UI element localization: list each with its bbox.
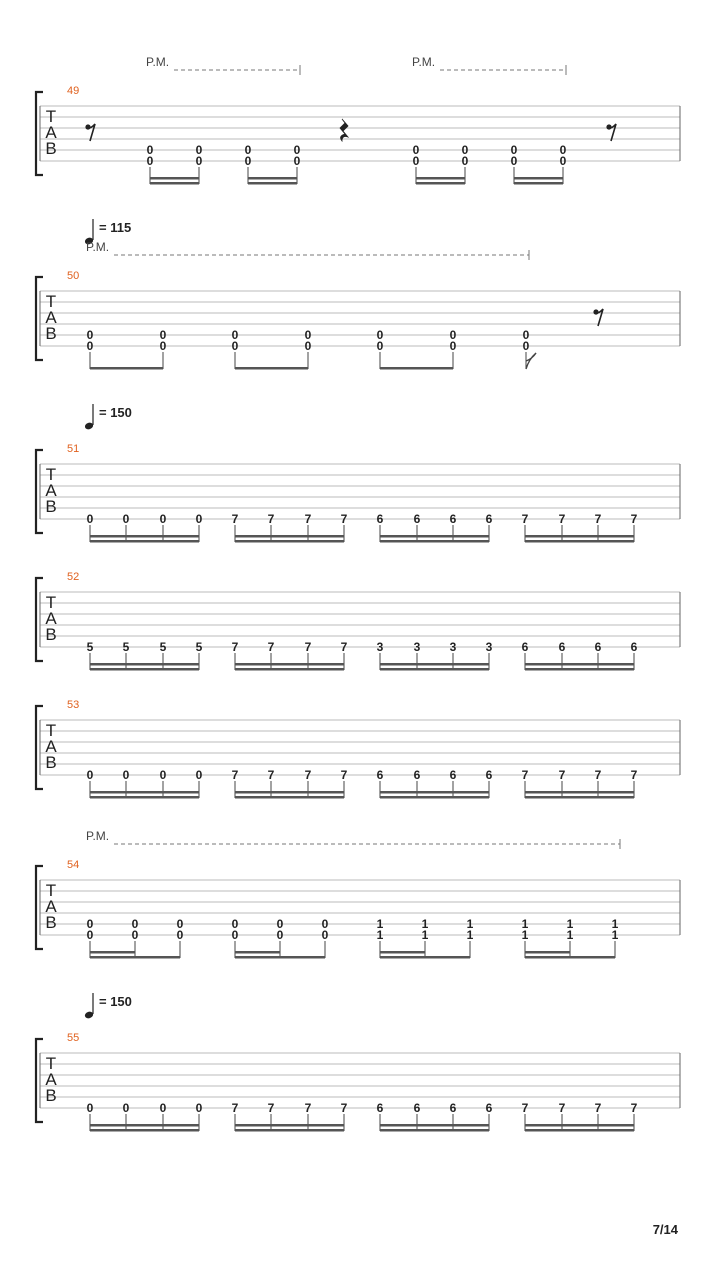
beam bbox=[525, 663, 634, 666]
tab-clef-letter: A bbox=[45, 481, 57, 500]
beam bbox=[380, 1124, 489, 1127]
fret-number: 7 bbox=[521, 1101, 529, 1115]
fret-number: 0 bbox=[131, 928, 139, 942]
fret-number: 7 bbox=[267, 640, 275, 654]
beam bbox=[380, 1129, 489, 1132]
beam bbox=[90, 540, 199, 543]
tab-clef-letter: T bbox=[45, 465, 57, 484]
beam bbox=[380, 951, 425, 954]
fret-number: 0 bbox=[244, 154, 252, 168]
fret-number: 0 bbox=[159, 339, 167, 353]
beam bbox=[525, 535, 634, 538]
beam bbox=[150, 182, 199, 185]
bar-number: 51 bbox=[67, 443, 80, 455]
tab-clef-letter: T bbox=[45, 593, 57, 612]
beam bbox=[235, 663, 344, 666]
fret-number: 0 bbox=[376, 328, 384, 342]
fret-number: 0 bbox=[195, 768, 203, 782]
fret-number: 1 bbox=[566, 928, 574, 942]
beam bbox=[90, 951, 135, 954]
tempo-marking: = 115 bbox=[99, 220, 132, 235]
tab-clef-letter: A bbox=[45, 1070, 57, 1089]
tab-clef-letter: A bbox=[45, 308, 57, 327]
fret-number: 1 bbox=[521, 928, 529, 942]
fret-number: 6 bbox=[413, 512, 421, 526]
fret-number: 5 bbox=[159, 640, 167, 654]
fret-number: 7 bbox=[340, 768, 348, 782]
beam bbox=[235, 791, 344, 794]
beam bbox=[90, 535, 199, 538]
fret-number: 0 bbox=[146, 154, 154, 168]
fret-number: 0 bbox=[86, 328, 94, 342]
fret-number: 0 bbox=[195, 512, 203, 526]
fret-number: 6 bbox=[449, 768, 457, 782]
bar-number: 55 bbox=[67, 1032, 80, 1044]
fret-number: 0 bbox=[522, 339, 530, 353]
fret-number: 0 bbox=[176, 917, 184, 931]
fret-number: 7 bbox=[267, 768, 275, 782]
fret-number: 0 bbox=[176, 928, 184, 942]
fret-number: 0 bbox=[321, 917, 329, 931]
fret-number: 0 bbox=[86, 928, 94, 942]
fret-number: 1 bbox=[611, 928, 619, 942]
fret-number: 0 bbox=[159, 512, 167, 526]
beam bbox=[248, 177, 297, 180]
fret-number: 0 bbox=[304, 339, 312, 353]
palm-mute-label: P.M. bbox=[412, 55, 436, 69]
tab-clef-letter: B bbox=[45, 139, 57, 158]
fret-number: 7 bbox=[630, 1101, 638, 1115]
fret-number: 0 bbox=[449, 328, 457, 342]
tab-clef-letter: T bbox=[45, 292, 57, 311]
fret-number: 7 bbox=[267, 512, 275, 526]
fret-number: 6 bbox=[376, 1101, 384, 1115]
fret-number: 6 bbox=[376, 512, 384, 526]
fret-number: 7 bbox=[304, 768, 312, 782]
fret-number: 7 bbox=[231, 1101, 239, 1115]
fret-number: 7 bbox=[304, 512, 312, 526]
beam bbox=[380, 791, 489, 794]
bar-number: 49 bbox=[67, 85, 80, 97]
palm-mute-label: P.M. bbox=[86, 240, 110, 254]
fret-number: 7 bbox=[304, 640, 312, 654]
fret-number: 1 bbox=[521, 917, 529, 931]
fret-number: 1 bbox=[376, 917, 384, 931]
beam bbox=[380, 956, 470, 959]
fret-number: 0 bbox=[244, 143, 252, 157]
fret-number: 7 bbox=[231, 768, 239, 782]
beam bbox=[416, 182, 465, 185]
fret-number: 3 bbox=[413, 640, 421, 654]
fret-number: 0 bbox=[449, 339, 457, 353]
fret-number: 0 bbox=[293, 143, 301, 157]
fret-number: 3 bbox=[485, 640, 493, 654]
fret-number: 0 bbox=[86, 917, 94, 931]
fret-number: 7 bbox=[594, 512, 602, 526]
fret-number: 0 bbox=[510, 143, 518, 157]
tempo-marking: = 150 bbox=[99, 994, 132, 1009]
fret-number: 7 bbox=[630, 768, 638, 782]
beam bbox=[150, 177, 199, 180]
fret-number: 7 bbox=[594, 768, 602, 782]
quarter-rest-icon bbox=[340, 119, 348, 141]
beam bbox=[235, 796, 344, 799]
fret-number: 1 bbox=[466, 917, 474, 931]
tab-clef-letter: T bbox=[45, 1054, 57, 1073]
fret-number: 0 bbox=[122, 1101, 130, 1115]
fret-number: 3 bbox=[449, 640, 457, 654]
fret-number: 0 bbox=[231, 928, 239, 942]
bar-number: 50 bbox=[67, 270, 80, 282]
tab-clef-letter: T bbox=[45, 721, 57, 740]
beam bbox=[380, 367, 453, 370]
fret-number: 7 bbox=[558, 512, 566, 526]
fret-number: 7 bbox=[594, 1101, 602, 1115]
beam bbox=[525, 951, 570, 954]
beam bbox=[90, 663, 199, 666]
beam bbox=[235, 1124, 344, 1127]
beam bbox=[90, 1129, 199, 1132]
fret-number: 0 bbox=[159, 768, 167, 782]
fret-number: 0 bbox=[146, 143, 154, 157]
fret-number: 0 bbox=[86, 768, 94, 782]
beam bbox=[90, 956, 180, 959]
beam bbox=[235, 668, 344, 671]
beam bbox=[380, 535, 489, 538]
fret-number: 7 bbox=[231, 512, 239, 526]
beam bbox=[416, 177, 465, 180]
fret-number: 0 bbox=[159, 1101, 167, 1115]
fret-number: 0 bbox=[412, 143, 420, 157]
fret-number: 1 bbox=[376, 928, 384, 942]
tab-clef-letter: A bbox=[45, 737, 57, 756]
note-flag bbox=[526, 353, 536, 369]
fret-number: 0 bbox=[510, 154, 518, 168]
fret-number: 0 bbox=[276, 917, 284, 931]
beam bbox=[90, 791, 199, 794]
beam bbox=[380, 540, 489, 543]
fret-number: 0 bbox=[195, 1101, 203, 1115]
palm-mute-label: P.M. bbox=[146, 55, 170, 69]
beam bbox=[235, 367, 308, 370]
fret-number: 0 bbox=[231, 328, 239, 342]
tab-clef-letter: B bbox=[45, 625, 57, 644]
fret-number: 0 bbox=[86, 512, 94, 526]
beam bbox=[90, 1124, 199, 1127]
beam bbox=[90, 367, 163, 370]
tab-clef-letter: T bbox=[45, 881, 57, 900]
fret-number: 7 bbox=[340, 1101, 348, 1115]
beam bbox=[525, 796, 634, 799]
tab-clef-letter: B bbox=[45, 753, 57, 772]
beam bbox=[525, 956, 615, 959]
beam bbox=[380, 796, 489, 799]
beam bbox=[525, 1124, 634, 1127]
fret-number: 0 bbox=[376, 339, 384, 353]
beam bbox=[235, 535, 344, 538]
fret-number: 0 bbox=[231, 917, 239, 931]
palm-mute-label: P.M. bbox=[86, 829, 110, 843]
fret-number: 0 bbox=[304, 328, 312, 342]
fret-number: 6 bbox=[485, 1101, 493, 1115]
fret-number: 6 bbox=[630, 640, 638, 654]
fret-number: 0 bbox=[321, 928, 329, 942]
fret-number: 0 bbox=[559, 143, 567, 157]
beam bbox=[380, 668, 489, 671]
tab-clef-letter: B bbox=[45, 1086, 57, 1105]
fret-number: 7 bbox=[630, 512, 638, 526]
fret-number: 5 bbox=[86, 640, 94, 654]
fret-number: 0 bbox=[86, 339, 94, 353]
fret-number: 1 bbox=[611, 917, 619, 931]
fret-number: 1 bbox=[466, 928, 474, 942]
fret-number: 0 bbox=[86, 1101, 94, 1115]
fret-number: 6 bbox=[413, 768, 421, 782]
fret-number: 6 bbox=[449, 512, 457, 526]
beam bbox=[525, 540, 634, 543]
fret-number: 7 bbox=[267, 1101, 275, 1115]
beam bbox=[525, 668, 634, 671]
fret-number: 0 bbox=[461, 143, 469, 157]
fret-number: 6 bbox=[594, 640, 602, 654]
beam bbox=[525, 791, 634, 794]
fret-number: 6 bbox=[485, 768, 493, 782]
fret-number: 0 bbox=[159, 328, 167, 342]
beam bbox=[90, 668, 199, 671]
beam bbox=[90, 796, 199, 799]
fret-number: 0 bbox=[276, 928, 284, 942]
beam bbox=[525, 1129, 634, 1132]
tab-clef-letter: T bbox=[45, 107, 57, 126]
fret-number: 5 bbox=[195, 640, 203, 654]
fret-number: 7 bbox=[521, 512, 529, 526]
beam bbox=[514, 182, 563, 185]
fret-number: 0 bbox=[195, 154, 203, 168]
beam bbox=[235, 951, 280, 954]
fret-number: 5 bbox=[122, 640, 130, 654]
fret-number: 0 bbox=[559, 154, 567, 168]
fret-number: 7 bbox=[304, 1101, 312, 1115]
fret-number: 3 bbox=[376, 640, 384, 654]
fret-number: 7 bbox=[340, 640, 348, 654]
fret-number: 7 bbox=[231, 640, 239, 654]
tab-clef-letter: A bbox=[45, 609, 57, 628]
fret-number: 7 bbox=[340, 512, 348, 526]
fret-number: 6 bbox=[521, 640, 529, 654]
tab-clef-letter: A bbox=[45, 123, 57, 142]
fret-number: 0 bbox=[231, 339, 239, 353]
tab-clef-letter: B bbox=[45, 324, 57, 343]
fret-number: 6 bbox=[485, 512, 493, 526]
fret-number: 1 bbox=[566, 917, 574, 931]
tab-clef-letter: B bbox=[45, 913, 57, 932]
fret-number: 7 bbox=[558, 1101, 566, 1115]
fret-number: 0 bbox=[461, 154, 469, 168]
bar-number: 53 bbox=[67, 699, 80, 711]
fret-number: 6 bbox=[376, 768, 384, 782]
fret-number: 1 bbox=[421, 928, 429, 942]
fret-number: 6 bbox=[413, 1101, 421, 1115]
beam bbox=[235, 540, 344, 543]
fret-number: 1 bbox=[421, 917, 429, 931]
bar-number: 54 bbox=[67, 859, 80, 871]
fret-number: 6 bbox=[449, 1101, 457, 1115]
fret-number: 7 bbox=[521, 768, 529, 782]
beam bbox=[514, 177, 563, 180]
fret-number: 0 bbox=[412, 154, 420, 168]
fret-number: 0 bbox=[131, 917, 139, 931]
beam bbox=[235, 956, 325, 959]
bar-number: 52 bbox=[67, 571, 80, 583]
fret-number: 7 bbox=[558, 768, 566, 782]
tempo-marking: = 150 bbox=[99, 405, 132, 420]
fret-number: 0 bbox=[195, 143, 203, 157]
fret-number: 0 bbox=[293, 154, 301, 168]
fret-number: 6 bbox=[558, 640, 566, 654]
tab-clef-letter: A bbox=[45, 897, 57, 916]
beam bbox=[248, 182, 297, 185]
fret-number: 0 bbox=[522, 328, 530, 342]
fret-number: 0 bbox=[122, 512, 130, 526]
beam bbox=[235, 1129, 344, 1132]
page-number: 7/14 bbox=[652, 1222, 678, 1237]
fret-number: 0 bbox=[122, 768, 130, 782]
beam bbox=[380, 663, 489, 666]
tab-clef-letter: B bbox=[45, 497, 57, 516]
